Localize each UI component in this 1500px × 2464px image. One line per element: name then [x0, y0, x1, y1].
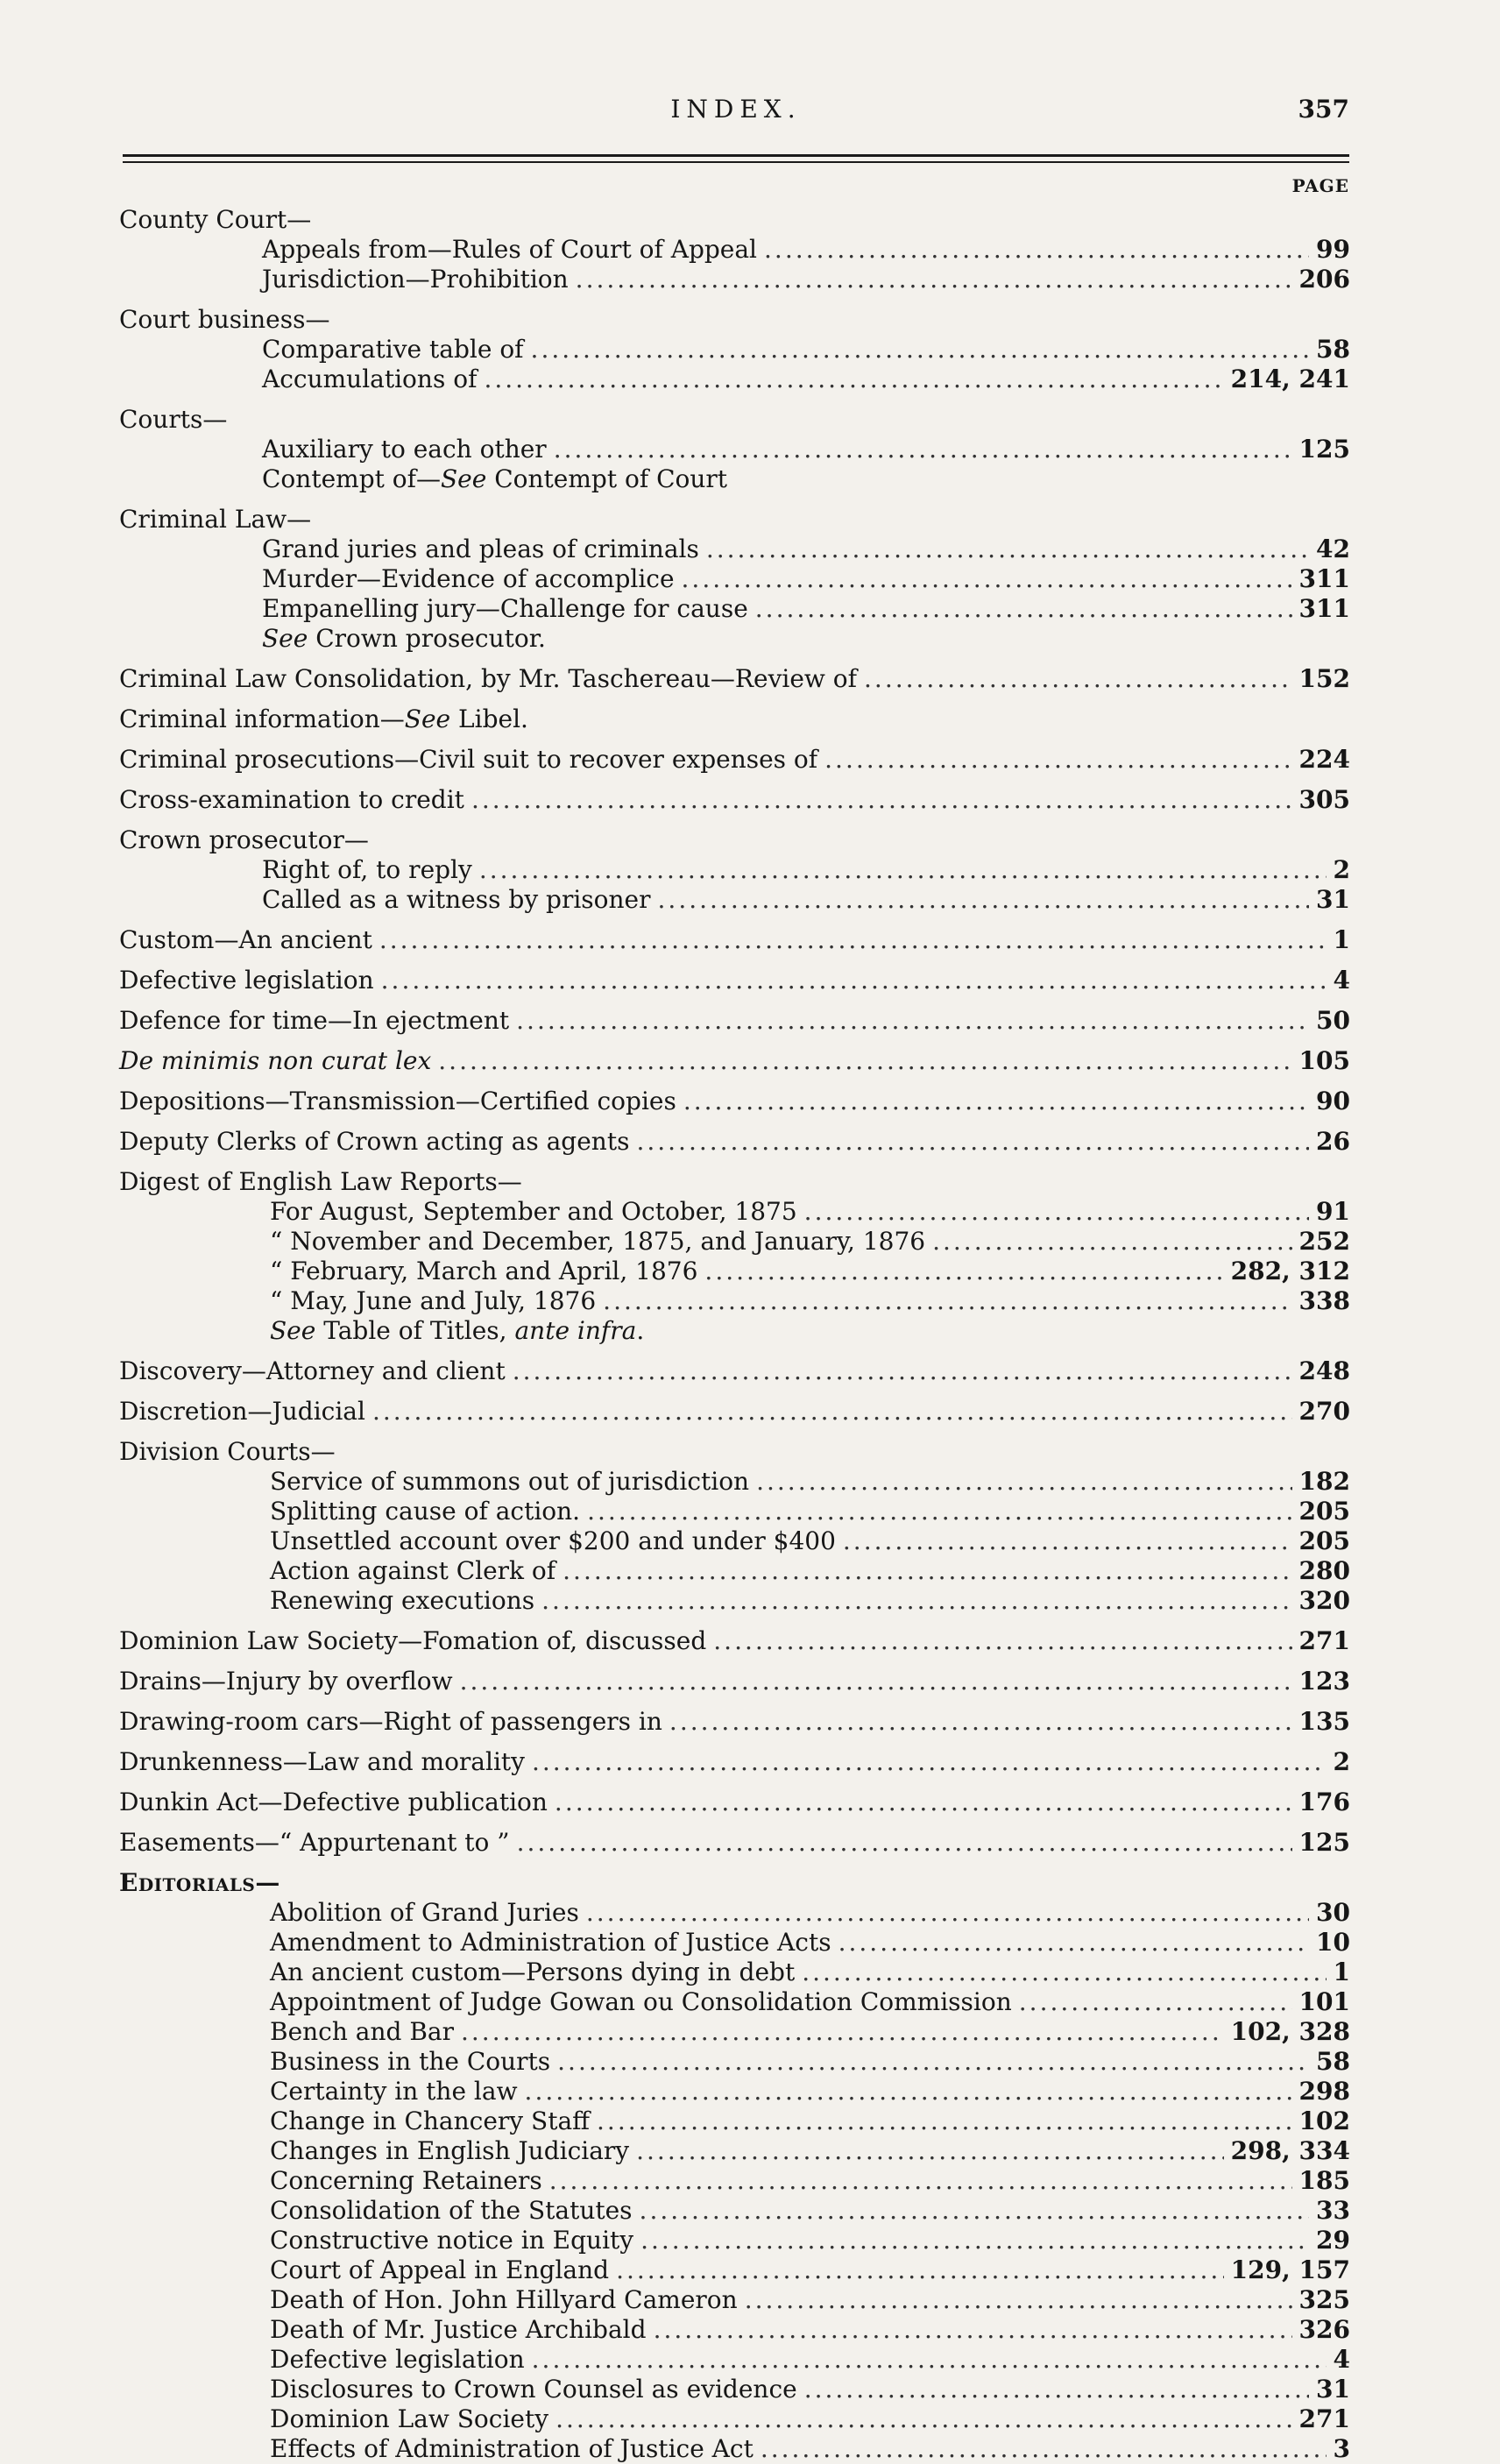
index-group — [119, 825, 1350, 915]
leader-dots — [640, 2196, 1309, 2226]
index-entry — [119, 1667, 1350, 1696]
index-entry — [119, 2166, 1350, 2196]
entry-pages: 2 — [1333, 1747, 1350, 1776]
entry-pages: 214, 241 — [1230, 365, 1350, 393]
index-entry — [119, 1356, 1350, 1386]
index-entry — [119, 1316, 1350, 1346]
entry-pages: 270 — [1298, 1397, 1350, 1426]
leader-dots — [549, 2166, 1292, 2196]
entry-pages: 135 — [1298, 1707, 1350, 1736]
index-entry — [119, 855, 1350, 885]
entry-text: Drains—Injury by overflow — [119, 1667, 453, 1696]
entry-text: Grand juries and pleas of criminals — [262, 535, 699, 563]
leader-dots — [438, 1046, 1291, 1076]
leader-dots — [479, 855, 1327, 885]
index-group — [119, 1626, 1350, 1656]
entry-text: Contempt of—See Contempt of Court — [262, 464, 728, 493]
entry-pages: 123 — [1298, 1667, 1350, 1696]
index-entry — [119, 564, 1350, 594]
index-entry — [119, 2226, 1350, 2255]
leader-dots — [706, 535, 1309, 564]
leader-dots — [658, 885, 1310, 915]
index-group — [119, 205, 1350, 294]
index-group — [119, 1356, 1350, 1386]
leader-dots — [640, 2226, 1309, 2255]
leader-dots — [636, 2136, 1223, 2166]
entry-text: Defective legislation — [119, 966, 374, 995]
entry-pages: 298, 334 — [1230, 2136, 1350, 2165]
index-entry — [119, 365, 1350, 394]
entry-text: Criminal information—See Libel. — [119, 705, 528, 733]
index-group — [119, 1167, 1350, 1346]
entry-pages: 105 — [1298, 1046, 1350, 1075]
entry-pages: 1 — [1333, 925, 1350, 954]
index-entry — [119, 664, 1350, 694]
entry-pages: 206 — [1298, 265, 1350, 294]
entry-pages: 4 — [1333, 966, 1350, 995]
entry-text: Change in Chancery Staff — [270, 2106, 591, 2135]
index-group — [119, 1006, 1350, 1036]
entry-text: Service of summons out of jurisdiction — [270, 1467, 750, 1496]
index-entry — [119, 435, 1350, 464]
index-group — [119, 664, 1350, 694]
entry-text: Jurisdiction—Prohibition — [262, 265, 569, 294]
index-entry — [119, 1788, 1350, 1817]
entry-pages: 10 — [1316, 1928, 1350, 1957]
entry-heading: Courts— — [119, 405, 228, 434]
leader-dots — [532, 2345, 1327, 2375]
index-entry — [119, 745, 1350, 775]
index-entry — [119, 1497, 1350, 1526]
entry-pages: 326 — [1298, 2315, 1350, 2344]
index-entry — [119, 1987, 1350, 2017]
entry-text: Drunkenness—Law and morality — [119, 1747, 525, 1776]
entry-text: Criminal Law Consolidation, by Mr. Taschereau—Review of — [119, 664, 858, 693]
leader-dots — [379, 925, 1327, 955]
entry-text: Dominion Law Society—Fomation of, discussed — [119, 1626, 707, 1655]
entry-pages: 282, 312 — [1230, 1257, 1350, 1285]
leader-dots — [843, 1526, 1292, 1556]
entry-pages: 42 — [1316, 535, 1350, 563]
entry-pages: 33 — [1316, 2196, 1350, 2225]
entry-text: Criminal prosecutions—Civil suit to recover expenses of — [119, 745, 818, 774]
leader-dots — [484, 365, 1223, 394]
index-entry — [119, 1127, 1350, 1157]
entry-pages: 320 — [1298, 1586, 1350, 1615]
entry-text: Cross-examination to credit — [119, 785, 464, 814]
leader-dots — [824, 745, 1291, 775]
entry-pages: 58 — [1316, 2047, 1350, 2076]
entry-heading: Crown prosecutor— — [119, 825, 369, 854]
leader-dots — [562, 1556, 1291, 1586]
entry-pages: 58 — [1316, 335, 1350, 364]
page-header — [123, 95, 1349, 130]
italic-term: See — [404, 705, 451, 733]
leader-dots — [555, 2404, 1291, 2434]
index-group — [119, 505, 1350, 654]
index-group — [119, 1667, 1350, 1696]
index-entry — [119, 1898, 1350, 1928]
index-entry — [119, 2434, 1350, 2464]
index-entry — [119, 2285, 1350, 2315]
entry-pages: 26 — [1316, 1127, 1350, 1156]
index-group — [119, 705, 1350, 734]
leader-dots — [745, 2285, 1292, 2315]
entry-heading: Digest of English Law Reports— — [119, 1167, 522, 1196]
leader-dots — [669, 1707, 1292, 1737]
entry-pages: 102, 328 — [1230, 2017, 1350, 2046]
index-group — [119, 1127, 1350, 1157]
index-list — [119, 198, 1350, 2464]
index-entry — [119, 705, 1350, 734]
entry-text: Changes in English Judiciary — [270, 2136, 630, 2165]
entry-pages: 224 — [1298, 745, 1350, 774]
index-entry — [119, 2196, 1350, 2226]
entry-text: Amendment to Administration of Justice Acts — [270, 1928, 831, 1957]
leader-dots — [513, 1356, 1292, 1386]
index-entry — [119, 2345, 1350, 2375]
entry-text: Concerning Retainers — [270, 2166, 542, 2195]
entry-pages: 2 — [1333, 855, 1350, 884]
leader-dots — [713, 1626, 1291, 1656]
index-entry — [119, 966, 1350, 995]
entry-pages: 1 — [1333, 1958, 1350, 1986]
index-entry — [119, 235, 1350, 265]
index-entry — [119, 1707, 1350, 1737]
entry-text: Action against Clerk of — [270, 1556, 556, 1585]
entry-pages: 152 — [1298, 664, 1350, 693]
index-entry — [119, 2077, 1350, 2106]
entry-pages: 182 — [1298, 1467, 1350, 1496]
index-entry — [119, 1747, 1350, 1777]
entry-pages: 30 — [1316, 1898, 1350, 1927]
leader-dots — [516, 1006, 1309, 1036]
index-group — [119, 1437, 1350, 1616]
index-entry — [119, 594, 1350, 624]
leader-dots — [541, 1586, 1291, 1616]
leader-dots — [531, 335, 1309, 365]
leader-dots — [460, 1667, 1292, 1696]
entry-text: Discovery—Attorney and client — [119, 1356, 506, 1385]
index-entry — [119, 624, 1350, 654]
index-entry — [119, 2404, 1350, 2434]
entry-text: Business in the Courts — [270, 2047, 551, 2076]
entry-pages: 90 — [1316, 1087, 1350, 1115]
index-entry — [119, 2106, 1350, 2136]
index-entry — [119, 785, 1350, 815]
leader-dots — [471, 785, 1292, 815]
index-entry — [119, 925, 1350, 955]
entry-text: Death of Mr. Justice Archibald — [270, 2315, 647, 2344]
entry-pages: 252 — [1298, 1227, 1350, 1256]
page-number: 357 — [1298, 95, 1349, 124]
entry-text: Consolidation of the Statutes — [270, 2196, 633, 2225]
italic-term: See — [262, 624, 308, 653]
entry-text: Accumulations of — [262, 365, 478, 393]
leader-dots — [372, 1397, 1292, 1427]
entry-text: Court of Appeal in England — [270, 2255, 610, 2284]
index-entry — [119, 1197, 1350, 1227]
leader-dots — [616, 2255, 1224, 2285]
index-entry — [119, 2315, 1350, 2345]
entry-text: Custom—An ancient — [119, 925, 372, 954]
entry-pages: 248 — [1298, 1356, 1350, 1385]
index-group — [119, 1788, 1350, 1817]
index-entry — [119, 2255, 1350, 2285]
index-entry — [119, 1087, 1350, 1116]
entry-text: Dunkin Act—Defective publication — [119, 1788, 548, 1816]
index-entry — [119, 1958, 1350, 1987]
entry-text: Depositions—Transmission—Certified copies — [119, 1087, 676, 1115]
index-entry — [119, 2136, 1350, 2166]
entry-text: Appeals from—Rules of Court of Appeal — [262, 235, 758, 264]
index-group — [119, 1397, 1350, 1427]
leader-dots — [557, 2047, 1309, 2077]
entry-pages: 29 — [1316, 2226, 1350, 2255]
italic-term: ante infra — [514, 1316, 637, 1345]
entry-pages: 99 — [1316, 235, 1350, 264]
leader-dots — [603, 1286, 1291, 1316]
entry-text: Discretion—Judicial — [119, 1397, 365, 1426]
entry-text: Comparative table of — [262, 335, 524, 364]
entry-text: Deputy Clerks of Crown acting as agents — [119, 1127, 630, 1156]
entry-text: “ May, June and July, 1876 — [270, 1286, 597, 1315]
index-entry — [119, 535, 1350, 564]
entry-pages: 125 — [1298, 1828, 1350, 1857]
leader-dots — [576, 265, 1292, 294]
entry-pages: 205 — [1298, 1526, 1350, 1555]
italic-term: De minimis non curat lex — [119, 1046, 432, 1075]
entry-pages: 129, 157 — [1230, 2255, 1350, 2284]
entry-text: An ancient custom—Persons dying in debt — [270, 1958, 796, 1986]
entry-text: “ November and December, 1875, and January, 1876 — [270, 1227, 926, 1256]
italic-term: See — [270, 1316, 316, 1345]
index-group — [119, 405, 1350, 494]
index-entry — [119, 1006, 1350, 1036]
leader-dots — [932, 1227, 1291, 1257]
index-entry — [119, 1556, 1350, 1586]
leader-dots — [554, 435, 1292, 464]
index-entry — [119, 2017, 1350, 2047]
entry-pages: 280 — [1298, 1556, 1350, 1585]
leader-dots — [764, 235, 1309, 265]
index-group — [119, 1868, 1350, 2464]
entry-pages: 102 — [1298, 2106, 1350, 2135]
page-column-heading: PAGE — [1291, 175, 1349, 196]
index-entry — [119, 1626, 1350, 1656]
entry-pages: 31 — [1316, 2375, 1350, 2404]
leader-dots — [532, 1747, 1327, 1777]
entry-pages: 298 — [1298, 2077, 1350, 2106]
leader-dots — [381, 966, 1327, 995]
index-entry — [119, 1828, 1350, 1858]
entry-text: Appointment of Judge Gowan ou Consolidation Commission — [270, 1987, 1012, 2016]
entry-text: Easements—“ Appurtenant to ” — [119, 1828, 510, 1857]
leader-dots — [586, 1898, 1309, 1928]
entry-pages: 185 — [1298, 2166, 1350, 2195]
index-entry — [119, 1526, 1350, 1556]
index-group — [119, 1747, 1350, 1777]
entry-text: See Crown prosecutor. — [262, 624, 546, 653]
leader-dots — [682, 564, 1292, 594]
index-entry — [119, 1286, 1350, 1316]
entry-pages: 311 — [1298, 564, 1350, 593]
entry-text: Right of, to reply — [262, 855, 472, 884]
entry-text: Drawing-room cars—Right of passengers in — [119, 1707, 662, 1736]
running-title: INDEX. — [670, 95, 802, 124]
leader-dots — [804, 2375, 1309, 2404]
entry-pages: 271 — [1298, 2404, 1350, 2433]
index-group — [119, 745, 1350, 775]
entry-text: Constructive notice in Equity — [270, 2226, 634, 2255]
entry-text: Unsettled account over $200 and under $400 — [270, 1526, 836, 1555]
index-group — [119, 785, 1350, 815]
leader-dots — [802, 1958, 1326, 1987]
index-entry — [119, 1397, 1350, 1427]
leader-dots — [1019, 1987, 1292, 2017]
entry-pages: 176 — [1298, 1788, 1350, 1816]
entry-pages: 325 — [1298, 2285, 1350, 2314]
entry-text: “ February, March and April, 1876 — [270, 1257, 698, 1285]
entry-pages: 3 — [1333, 2434, 1350, 2463]
entry-pages: 91 — [1316, 1197, 1350, 1226]
leader-dots — [755, 594, 1292, 624]
entry-pages: 311 — [1298, 594, 1350, 623]
index-entry — [119, 1227, 1350, 1257]
entry-text: Certainty in the law — [270, 2077, 518, 2106]
leader-dots — [597, 2106, 1292, 2136]
leader-dots — [704, 1257, 1223, 1286]
entry-pages: 4 — [1333, 2345, 1350, 2374]
entry-heading: Division Courts— — [119, 1437, 336, 1466]
entry-text: Abolition of Grand Juries — [270, 1898, 579, 1927]
index-entry — [119, 265, 1350, 294]
entry-heading: Criminal Law— — [119, 505, 312, 534]
leader-dots — [461, 2017, 1224, 2047]
entry-pages: 338 — [1298, 1286, 1350, 1315]
index-group — [119, 1828, 1350, 1858]
leader-dots — [636, 1127, 1309, 1157]
entry-pages: 305 — [1298, 785, 1350, 814]
entry-text: Called as a witness by prisoner — [262, 885, 651, 914]
index-entry — [119, 1257, 1350, 1286]
leader-dots — [555, 1788, 1292, 1817]
index-group — [119, 966, 1350, 995]
index-entry — [119, 1046, 1350, 1076]
leader-dots — [517, 1828, 1292, 1858]
leader-dots — [525, 2077, 1292, 2106]
leader-dots — [654, 2315, 1292, 2345]
entry-text: For August, September and October, 1875 — [270, 1197, 797, 1226]
leader-dots — [761, 2434, 1327, 2464]
header-rule-thick — [123, 154, 1349, 157]
index-entry — [119, 1467, 1350, 1497]
index-group — [119, 925, 1350, 955]
index-entry — [119, 2375, 1350, 2404]
index-entry — [119, 885, 1350, 915]
index-group — [119, 305, 1350, 394]
entry-heading: Editorials— — [119, 1868, 280, 1897]
entry-text: Splitting cause of action. — [270, 1497, 581, 1526]
index-entry — [119, 335, 1350, 365]
leader-dots — [838, 1928, 1309, 1958]
header-rule-thin — [123, 161, 1349, 163]
entry-heading: County Court— — [119, 205, 312, 234]
entry-text: See Table of Titles, ante infra. — [270, 1316, 645, 1345]
entry-pages: 271 — [1298, 1626, 1350, 1655]
entry-pages: 125 — [1298, 435, 1350, 464]
index-group — [119, 1087, 1350, 1116]
entry-text — [119, 1046, 431, 1076]
entry-text: Death of Hon. John Hillyard Cameron — [270, 2285, 738, 2314]
leader-dots — [756, 1467, 1291, 1497]
entry-pages: 205 — [1298, 1497, 1350, 1526]
entry-heading: Court business— — [119, 305, 330, 334]
entry-pages: 50 — [1316, 1006, 1350, 1035]
leader-dots — [587, 1497, 1291, 1526]
entry-text: Defective legislation — [270, 2345, 525, 2374]
entry-text: Disclosures to Crown Counsel as evidence — [270, 2375, 797, 2404]
entry-text: Murder—Evidence of accomplice — [262, 564, 675, 593]
entry-pages: 101 — [1298, 1987, 1350, 2016]
index-entry — [119, 1928, 1350, 1958]
entry-text: Effects of Administration of Justice Act — [270, 2434, 754, 2463]
index-group — [119, 1707, 1350, 1737]
entry-text: Empanelling jury—Challenge for cause — [262, 594, 748, 623]
index-entry — [119, 1586, 1350, 1616]
leader-dots — [804, 1197, 1309, 1227]
entry-text: Bench and Bar — [270, 2017, 454, 2046]
italic-term: See — [440, 464, 487, 493]
entry-text: Auxiliary to each other — [262, 435, 547, 464]
entry-text: Defence for time—In ejectment — [119, 1006, 510, 1035]
entry-text: Dominion Law Society — [270, 2404, 549, 2433]
entry-text: Renewing executions — [270, 1586, 535, 1615]
index-group — [119, 1046, 1350, 1076]
index-entry — [119, 2047, 1350, 2077]
leader-dots — [864, 664, 1292, 694]
index-entry — [119, 464, 1350, 494]
entry-pages: 31 — [1316, 885, 1350, 914]
leader-dots — [683, 1087, 1309, 1116]
